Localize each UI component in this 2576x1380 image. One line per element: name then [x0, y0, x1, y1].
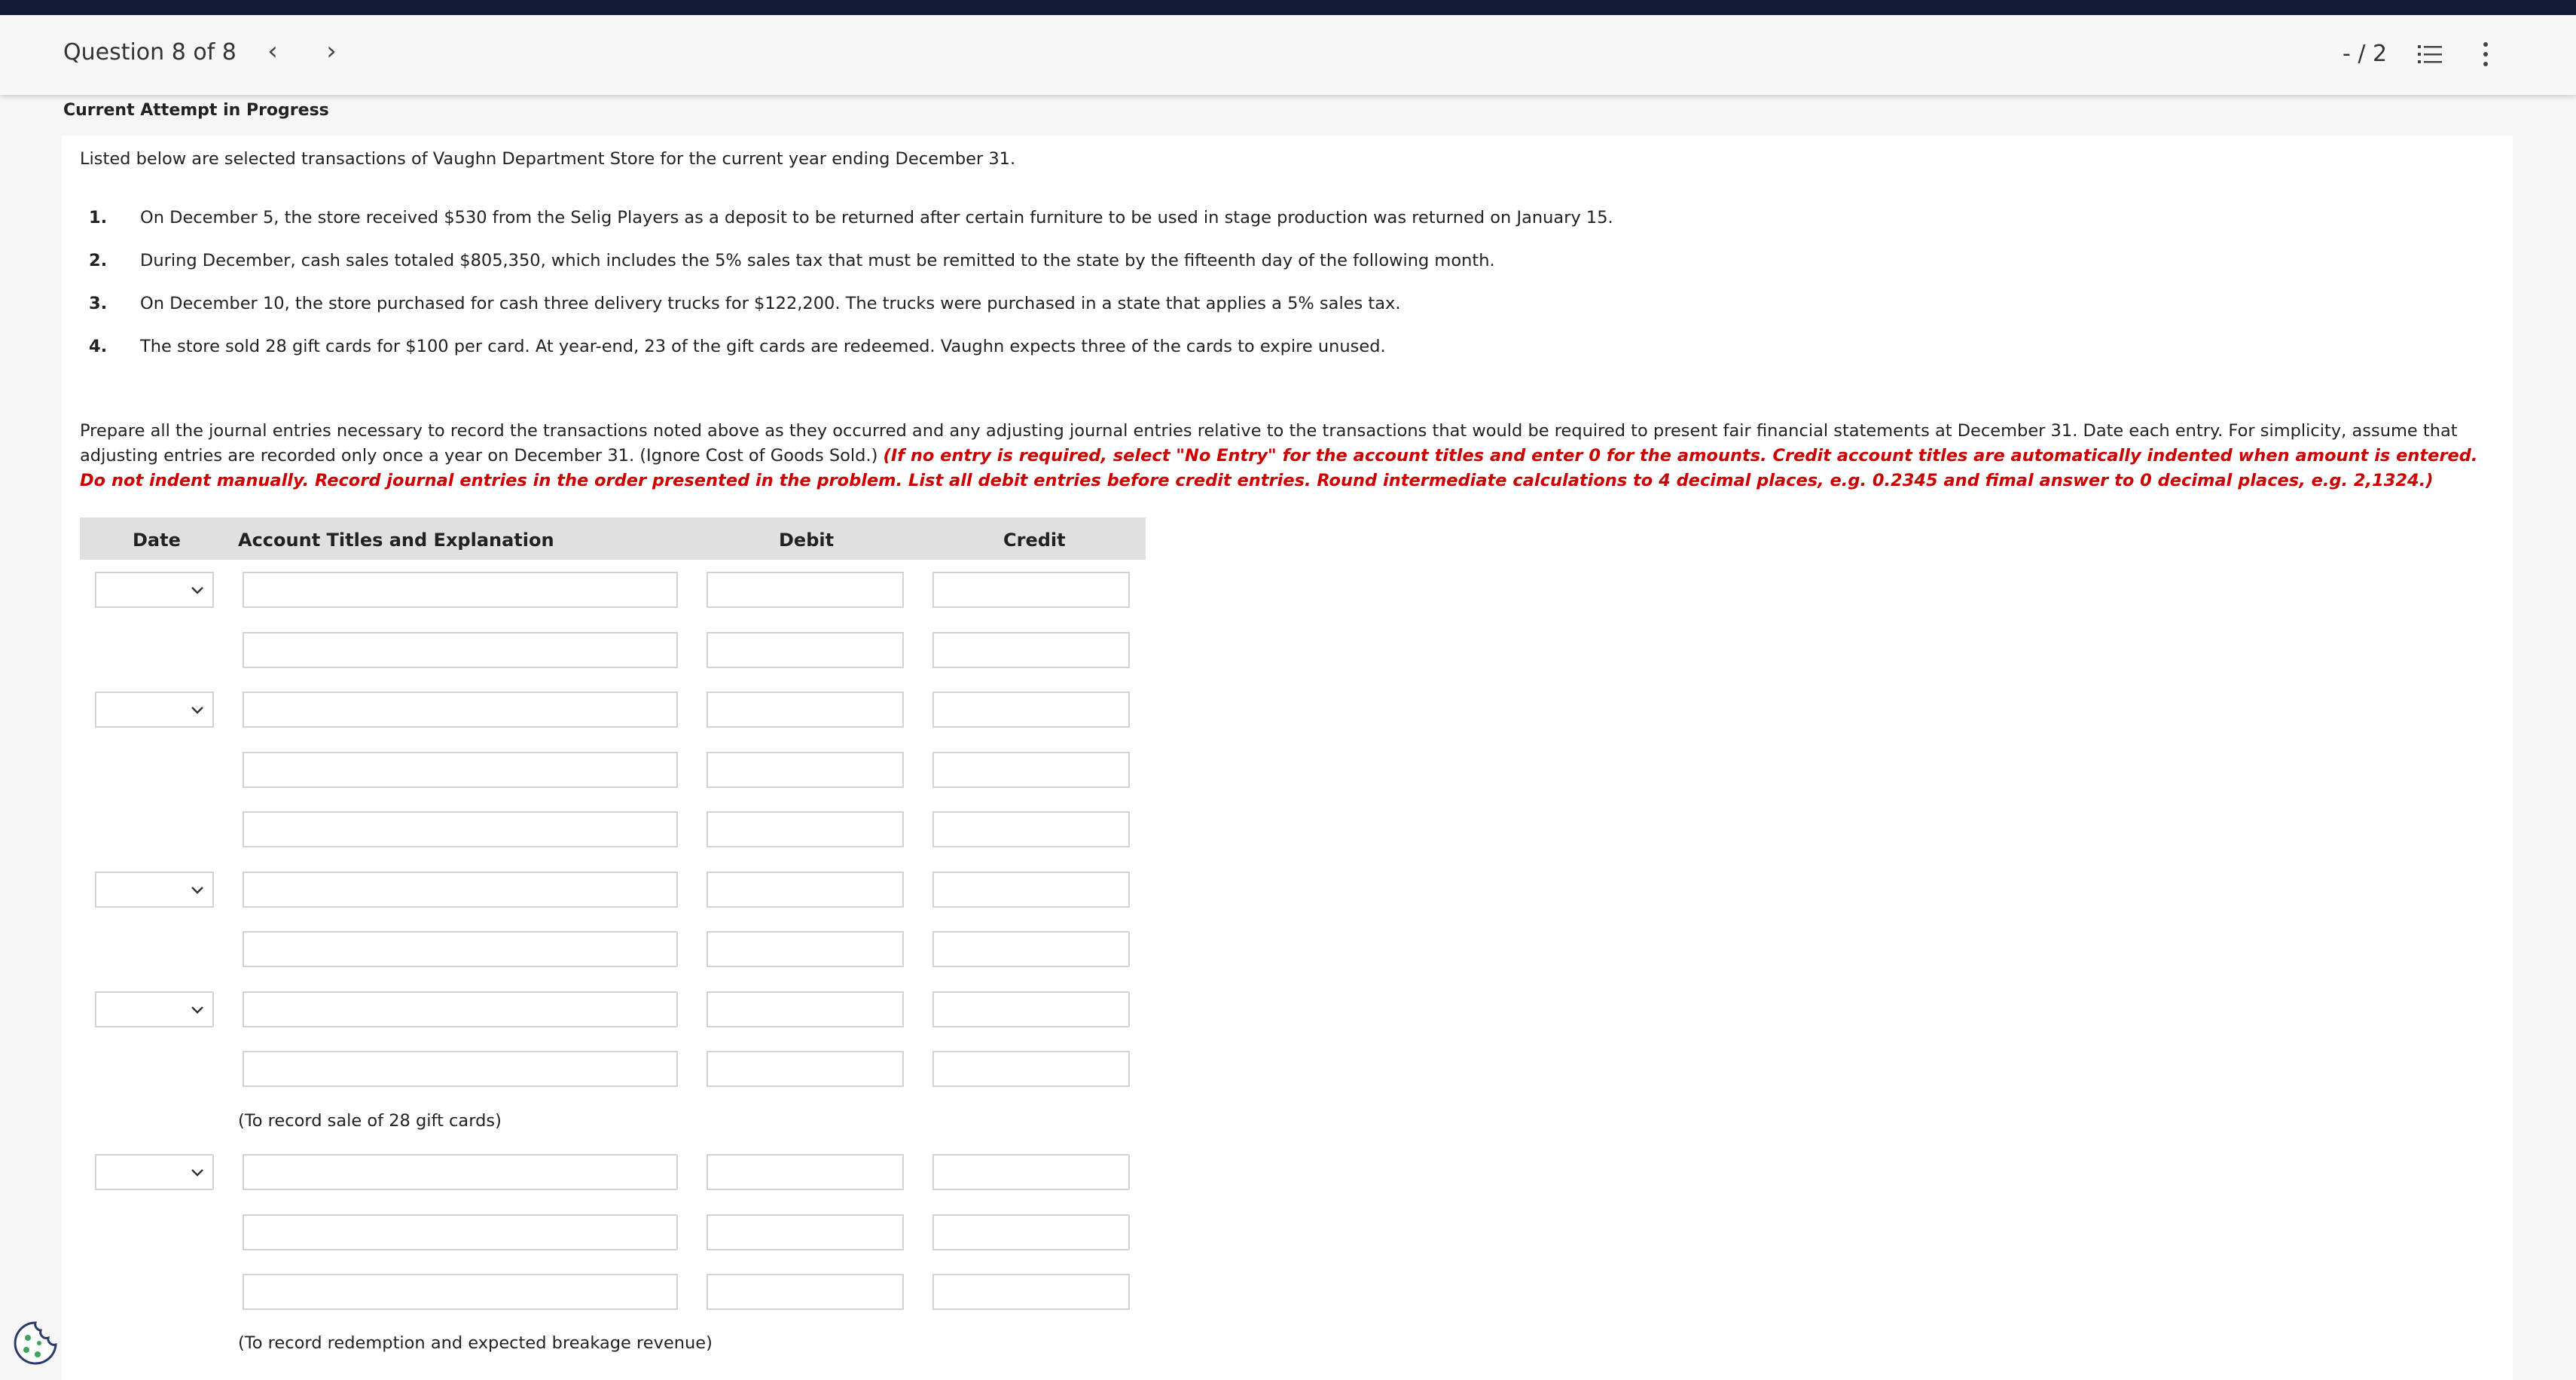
date-select[interactable] [95, 991, 214, 1027]
problem-intro: Listed below are selected transactions of Vaughn Department Store for the current year ending December 31. [80, 149, 1016, 169]
score-display: - / 2 [2343, 41, 2388, 67]
debit-input[interactable] [707, 632, 904, 668]
item-number-3: 3. [89, 294, 108, 313]
next-question-button[interactable]: › [326, 36, 337, 66]
credit-input[interactable] [932, 1154, 1130, 1190]
date-select[interactable] [95, 572, 214, 608]
entry-explanation-gift-sale: (To record sale of 28 gift cards) [238, 1111, 502, 1131]
date-column-header: Date [133, 530, 181, 551]
credit-input[interactable] [932, 931, 1130, 967]
credit-input[interactable] [932, 872, 1130, 908]
instructions-text: Prepare all the journal entries necessary to record the transactions noted above as they occurred and any adjusting journal entries relative to the transactions that would be required to present fair financial statements at December 31. Date each entry. For simplicity, assume that adjusting entries are recorded only once a year on December 31. (Ignore Cost of Goods Sold.) [80, 421, 2458, 466]
chevron-down-icon [188, 581, 206, 599]
chevron-down-icon [188, 881, 206, 899]
date-select[interactable] [95, 872, 214, 908]
credit-input[interactable] [932, 1274, 1130, 1310]
item-number-1: 1. [89, 208, 108, 227]
date-select[interactable] [95, 1154, 214, 1190]
account-title-input[interactable] [243, 692, 678, 728]
question-header [0, 15, 2576, 95]
chevron-down-icon [188, 1163, 206, 1181]
debit-input[interactable] [707, 1214, 904, 1250]
credit-input[interactable] [932, 1214, 1130, 1250]
credit-input[interactable] [932, 752, 1130, 788]
question-list-icon[interactable] [2418, 44, 2442, 65]
instructions [80, 419, 2498, 493]
account-title-input[interactable] [243, 991, 678, 1027]
account-title-input[interactable] [243, 931, 678, 967]
debit-input[interactable] [707, 991, 904, 1027]
instructions-emphasis: (If no entry is required, select "No Entry" for the account titles and enter 0 for the amounts. Credit account titles are automatically indented when amount is entered. Do not indent manually. Record journal entries in the order presented in the problem. List all debit entries before credit entries. Round intermediate calculations to 4 decimal places, e.g. 0.2345 and fimal answer to 0 decimal places, e.g. 2,1324.) [80, 446, 2478, 490]
item-text-4: The store sold 28 gift cards for $100 per card. At year-end, 23 of the gift cards are redeemed. Vaughn expects three of the cards to expire unused. [140, 337, 1386, 356]
debit-column-header: Debit [779, 530, 835, 551]
journal-table-header [80, 518, 1146, 560]
previous-question-button[interactable]: ‹ [267, 36, 278, 66]
credit-input[interactable] [932, 632, 1130, 668]
debit-input[interactable] [707, 572, 904, 608]
chevron-down-icon [188, 701, 206, 719]
debit-input[interactable] [707, 872, 904, 908]
top-accent-bar [0, 0, 2576, 15]
credit-input[interactable] [932, 692, 1130, 728]
credit-input[interactable] [932, 572, 1130, 608]
account-title-input[interactable] [243, 1274, 678, 1310]
more-options-icon[interactable] [2477, 41, 2495, 68]
cookie-settings-icon[interactable] [12, 1320, 59, 1366]
item-number-4: 4. [89, 337, 108, 356]
item-text-3: On December 10, the store purchased for cash three delivery trucks for $122,200. The trucks were purchased in a state that applies a 5% sales tax. [140, 294, 1401, 313]
debit-input[interactable] [707, 811, 904, 847]
account-title-input[interactable] [243, 632, 678, 668]
debit-input[interactable] [707, 752, 904, 788]
account-title-input[interactable] [243, 572, 678, 608]
credit-input[interactable] [932, 1051, 1130, 1087]
attempt-status: Current Attempt in Progress [63, 101, 329, 120]
item-text-2: During December, cash sales totaled $805,350, which includes the 5% sales tax that must be remitted to the state by the fifteenth day of the following month. [140, 251, 1495, 270]
chevron-down-icon [188, 1000, 206, 1018]
account-title-input[interactable] [243, 1154, 678, 1190]
debit-input[interactable] [707, 1154, 904, 1190]
debit-input[interactable] [707, 1051, 904, 1087]
debit-input[interactable] [707, 1274, 904, 1310]
date-select[interactable] [95, 692, 214, 728]
account-title-input[interactable] [243, 1051, 678, 1087]
account-title-input[interactable] [243, 872, 678, 908]
question-title: Question 8 of 8 [63, 39, 237, 66]
account-column-header: Account Titles and Explanation [238, 530, 554, 551]
item-number-2: 2. [89, 251, 108, 270]
credit-input[interactable] [932, 991, 1130, 1027]
account-title-input[interactable] [243, 811, 678, 847]
item-text-1: On December 5, the store received $530 from the Selig Players as a deposit to be returned after certain furniture to be used in stage production was returned on January 15. [140, 208, 1613, 227]
account-title-input[interactable] [243, 752, 678, 788]
debit-input[interactable] [707, 692, 904, 728]
account-title-input[interactable] [243, 1214, 678, 1250]
debit-input[interactable] [707, 931, 904, 967]
entry-explanation-redemption: (To record redemption and expected breakage revenue) [238, 1333, 713, 1353]
credit-column-header: Credit [1003, 530, 1066, 551]
credit-input[interactable] [932, 811, 1130, 847]
